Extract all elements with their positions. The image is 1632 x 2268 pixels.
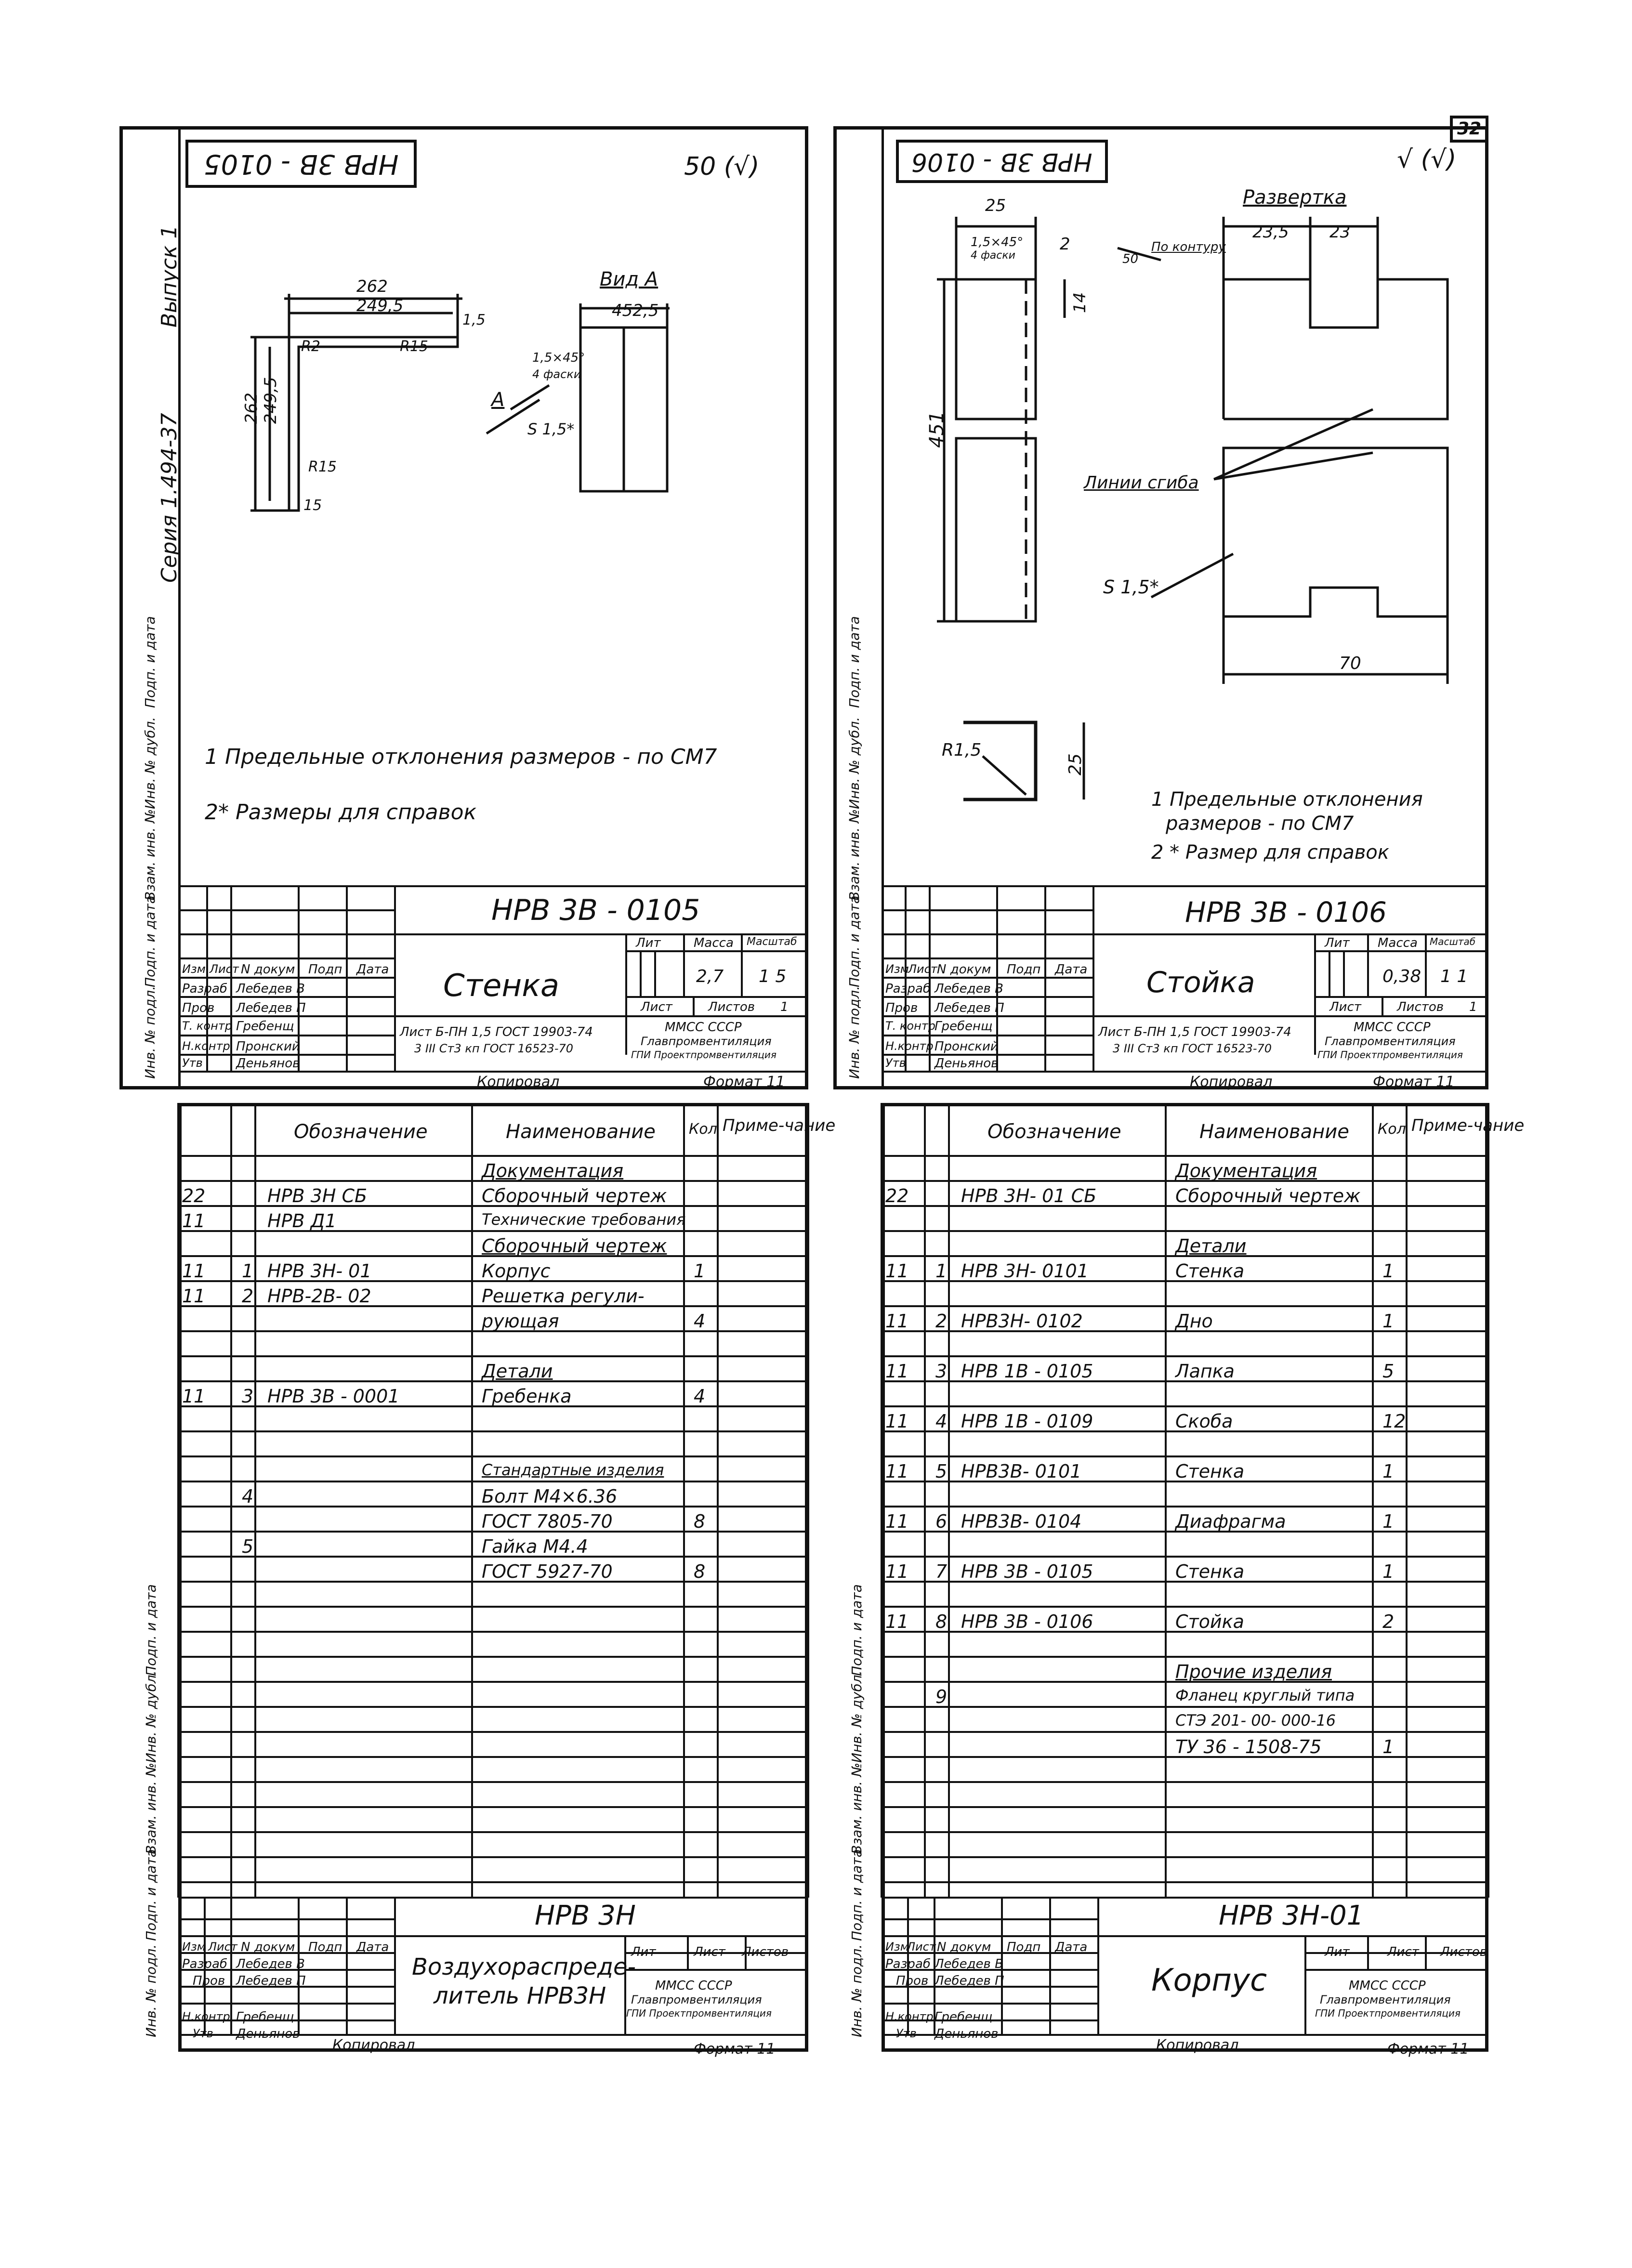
s1-format: Формат 11 xyxy=(694,2041,776,2058)
s2-razrab: Разраб xyxy=(885,1957,931,1971)
s2-h-lit: Лит xyxy=(1325,1945,1350,1959)
s1-org-2: Главпромвентиляция xyxy=(631,1993,762,2006)
spec_2-row-designation: НРВ3В- 0101 xyxy=(961,1461,1082,1482)
tb1-material-2: 3 III Ст3 кп ГОСТ 16523-70 xyxy=(414,1042,574,1055)
tb2-copied: Копировал xyxy=(1190,1074,1273,1090)
spec_2-row-qty: 1 xyxy=(1382,1561,1395,1582)
s2-utv-name: Деньянов xyxy=(934,2027,999,2041)
spec_1-row-designation: НРВ 3В - 0001 xyxy=(267,1386,400,1407)
spec_2-row-name: СТЭ 201- 00- 000-16 xyxy=(1175,1711,1336,1730)
s1-prov: Пров xyxy=(193,1974,225,1988)
dim-d15b: 1,5 xyxy=(462,312,486,328)
margin-4-e: Инв. № подл. xyxy=(849,1944,865,2037)
tb2-code: НРВ 3В - 0106 xyxy=(1185,896,1387,929)
spec_2-row-pos: 1 xyxy=(935,1260,948,1282)
drawing-1-note-1: 1 Предельные отклонения размеров - по СМ7 xyxy=(205,745,717,769)
spec_1-row-qty: 1 xyxy=(694,1260,706,1282)
tb1-format: Формат 11 xyxy=(703,1074,785,1090)
spec_2-row-format: 11 xyxy=(885,1461,909,1482)
d2-r15: R1,5 xyxy=(942,740,982,760)
spec_1-row-name: Гайка М4.4 xyxy=(482,1536,588,1557)
tb2-sheets: 1 xyxy=(1469,1000,1477,1014)
spec_2-h-name: Наименование xyxy=(1199,1121,1349,1143)
tb1-razrab-name: Лебедев В xyxy=(236,982,305,996)
spec_1-row-pos: 5 xyxy=(242,1536,254,1557)
s2-org-3: ГПИ Проектпромвентиляция xyxy=(1315,2007,1461,2019)
spec_1-h-qty: Кол xyxy=(689,1121,717,1138)
spec_2-row-name: Прочие изделия xyxy=(1175,1661,1332,1682)
spec_1-row-designation: НРВ 3Н- 01 xyxy=(267,1260,372,1282)
tb2-prov: Пров xyxy=(885,1001,918,1015)
spec_2-row-pos: 8 xyxy=(935,1611,948,1632)
s1-prov-name: Лебедев П xyxy=(236,1974,306,1988)
margin-1-c: Взам. инв. № xyxy=(142,809,158,901)
tb1-h-listov: Листов xyxy=(708,1000,755,1014)
s2-h-sign: Подп xyxy=(1007,1940,1041,1954)
margin-4-d: Подп. и дата xyxy=(849,1849,865,1941)
view-a-label: Вид А xyxy=(600,268,658,290)
series-label: Серия 1.494-37 xyxy=(157,413,182,583)
spec_1-row-name: Гребенка xyxy=(482,1386,572,1407)
d2-dim-70: 70 xyxy=(1339,654,1361,673)
tb1-h-lit: Лит xyxy=(636,936,661,950)
tb2-org-3: ГПИ Проектпромвентиляция xyxy=(1317,1049,1463,1061)
margin-2-d: Подп. и дата xyxy=(846,895,862,987)
spec_1-row-name: Документация xyxy=(482,1160,624,1181)
tb1-h-list-sheet: Лист xyxy=(641,1000,672,1014)
tb1-h-date: Дата xyxy=(356,962,389,977)
spec_2-h-qty: Кол xyxy=(1378,1121,1406,1138)
tb2-tkontr-name: Гребенщ xyxy=(934,1019,993,1034)
spec_2-row-name: Скоба xyxy=(1175,1411,1233,1432)
spec_1-row-name: ГОСТ 7805-70 xyxy=(482,1511,613,1532)
s1-razrab-name: Лебедев В xyxy=(236,1957,305,1971)
spec_2-row-format: 22 xyxy=(885,1185,909,1206)
d2-s15: S 1,5* xyxy=(1103,577,1159,598)
tb2-razrab-name: Лебедев В xyxy=(934,982,1003,996)
tb1-prov: Пров xyxy=(182,1001,215,1015)
spec_2-row-designation: НРВ3В- 0104 xyxy=(961,1511,1082,1532)
spec_2-row-name: Стенка xyxy=(1175,1260,1245,1282)
spec_1-row-name: Сборочный чертеж xyxy=(482,1185,667,1206)
tb1-org-1: ММСС СССР xyxy=(665,1020,742,1035)
spec_2-row-format: 11 xyxy=(885,1611,909,1632)
dim-s15: S 1,5* xyxy=(527,420,575,438)
tb2-nkontr-name: Пронский xyxy=(934,1039,999,1054)
spec_2-row-qty: 1 xyxy=(1382,1260,1395,1282)
tb2-mass: 0,38 xyxy=(1382,967,1421,986)
margin-3-d: Подп. и дата xyxy=(143,1849,159,1941)
spec_2-row-designation: НРВ 3В - 0106 xyxy=(961,1611,1093,1632)
spec_1-h-note: Приме-чание xyxy=(723,1116,836,1135)
tb2-nkontr: Н.контр xyxy=(885,1039,934,1053)
spec_2-row-format: 11 xyxy=(885,1511,909,1532)
d2-unfold-label: Развертка xyxy=(1243,186,1347,209)
tb1-prov-name: Лебедев П xyxy=(236,1001,306,1015)
issue-label: Выпуск 1 xyxy=(157,225,182,328)
tb1-name: Стенка xyxy=(443,968,560,1004)
margin-1-d: Подп. и дата xyxy=(142,895,158,987)
spec_1-row-qty: 4 xyxy=(694,1386,706,1407)
dim-2495-top: 249,5 xyxy=(356,296,404,315)
drawing-2-note-1: 1 Предельные отклонения xyxy=(1151,788,1423,811)
spec_1-row-name: ГОСТ 5927-70 xyxy=(482,1561,613,1582)
s1-h-listov: Листов xyxy=(742,1945,789,1959)
spec_1-row-qty: 4 xyxy=(694,1311,706,1332)
d2-dim-235: 23,5 xyxy=(1252,223,1289,242)
dim-chamfer-note: 4 фаски xyxy=(532,367,581,381)
s2-h-listov: Листов xyxy=(1440,1945,1487,1959)
spec_1-row-name: Сборочный чертеж xyxy=(482,1235,667,1257)
tb1-h-massa: Масса xyxy=(694,936,734,950)
page-number: 32 xyxy=(1457,119,1482,139)
tb1-org-3: ГПИ Проектпромвентиляция xyxy=(631,1049,777,1061)
drawing-1-code-top: НРВ 3В - 0105 xyxy=(203,148,399,180)
tb2-material-2: 3 III Ст3 кп ГОСТ 16523-70 xyxy=(1113,1042,1272,1055)
spec_2-row-name: Детали xyxy=(1175,1235,1247,1257)
tb2-h-list: Лист xyxy=(908,962,937,976)
s1-razrab: Разраб xyxy=(182,1957,227,1971)
tb2-h-date: Дата xyxy=(1055,962,1088,977)
spec_1-row-name: Решетка регули- xyxy=(482,1285,645,1307)
tb2-h-sign: Подп xyxy=(1007,962,1041,977)
s1-h-izm: Изм xyxy=(182,1940,206,1953)
margin-3-a: Подп. и дата xyxy=(143,1584,159,1676)
spec_2-row-name: Дно xyxy=(1175,1311,1213,1332)
tb1-razrab: Разраб xyxy=(182,982,227,996)
dim-chamfer: 1,5×45° xyxy=(532,351,585,365)
s1-h-lit: Лит xyxy=(631,1945,656,1959)
drawing-1-note-2: 2* Размеры для справок xyxy=(205,800,477,825)
spec_2-row-name: Стенка xyxy=(1175,1561,1245,1582)
spec_1-row-pos: 1 xyxy=(242,1260,254,1282)
spec_2-row-name: Сборочный чертеж xyxy=(1175,1185,1361,1206)
spec_2-row-qty: 12 xyxy=(1382,1411,1406,1432)
spec_1-row-name: Технические требования xyxy=(482,1210,686,1229)
spec_2-h-designation: Обозначение xyxy=(987,1121,1121,1143)
tb1-scale: 1 5 xyxy=(759,967,787,986)
spec_2-row-name: Диафрагма xyxy=(1175,1511,1286,1532)
tb1-tkontr-name: Гребенщ xyxy=(236,1019,294,1034)
s1-utv-name: Деньянов xyxy=(236,2027,300,2041)
d2-dim-25: 25 xyxy=(985,196,1006,215)
tb2-org-2: Главпромвентиляция xyxy=(1325,1035,1456,1048)
s1-h-list-sheet: Лист xyxy=(694,1945,725,1959)
spec_1-row-format: 22 xyxy=(182,1185,206,1206)
s2-utv: Утв xyxy=(896,2027,917,2040)
s1-copied: Копировал xyxy=(332,2037,415,2054)
spec_2-row-format: 11 xyxy=(885,1361,909,1382)
tb1-code: НРВ 3В - 0105 xyxy=(491,893,700,927)
margin-3-c: Взам. инв. № xyxy=(143,1762,159,1854)
tb1-copied: Копировал xyxy=(477,1074,560,1090)
spec_1-row-name: Детали xyxy=(482,1361,553,1382)
drawing-2-roughness: √ (√) xyxy=(1397,145,1457,174)
spec_2-row-designation: НРВ 3Н- 0101 xyxy=(961,1260,1089,1282)
tb1-tkontr: Т. контр xyxy=(182,1019,233,1033)
spec_2-row-name: Лапка xyxy=(1175,1361,1235,1382)
spec_2-row-designation: НРВ3Н- 0102 xyxy=(961,1311,1083,1332)
spec_2-row-designation: НРВ 3В - 0105 xyxy=(961,1561,1093,1582)
s2-prov-name: Лебедев П xyxy=(934,1974,1004,1988)
dim-262-top: 262 xyxy=(356,277,388,296)
d2-bend-lines: Линии сгиба xyxy=(1084,473,1199,493)
drawing-1-roughness: 50 (√) xyxy=(684,152,760,181)
spec_2-row-pos: 3 xyxy=(935,1361,948,1382)
s1-code: НРВ 3Н xyxy=(535,1900,636,1931)
tb2-name: Стойка xyxy=(1146,966,1255,999)
s2-nkontr: Н.контр xyxy=(885,2010,934,2023)
spec_2-row-qty: 1 xyxy=(1382,1311,1395,1332)
spec_1-row-pos: 3 xyxy=(242,1386,254,1407)
spec_2-row-pos: 2 xyxy=(935,1311,948,1332)
spec_1-row-name: Стандартные изделия xyxy=(482,1461,664,1479)
tb1-h-masshtab: Масштаб xyxy=(747,936,797,948)
margin-3-e: Инв. № подл. xyxy=(143,1944,159,2037)
s2-org-2: Главпромвентиляция xyxy=(1320,1993,1451,2006)
spec_2-row-pos: 4 xyxy=(935,1411,948,1432)
margin-1-e: Инв. № подл. xyxy=(142,985,158,1079)
spec_1-row-designation: НРВ-2В- 02 xyxy=(267,1285,371,1307)
tb2-h-massa: Масса xyxy=(1378,936,1418,950)
margin-3-b: Инв. № дубл. xyxy=(143,1670,159,1763)
margin-1-b: Инв. № дубл. xyxy=(142,717,158,809)
tb1-h-list: Лист xyxy=(210,962,239,976)
s2-h-date: Дата xyxy=(1055,1940,1088,1954)
spec_2-row-qty: 1 xyxy=(1382,1461,1395,1482)
s1-utv: Утв xyxy=(193,2027,213,2040)
spec_2-row-format: 11 xyxy=(885,1311,909,1332)
s1-org-3: ГПИ Проектпромвентиляция xyxy=(626,2007,772,2019)
tb2-h-listov: Листов xyxy=(1397,1000,1444,1014)
spec_2-row-name: ТУ 36 - 1508-75 xyxy=(1175,1736,1322,1757)
spec_2-row-format: 11 xyxy=(885,1260,909,1282)
spec_2-row-designation: НРВ 1В - 0109 xyxy=(961,1411,1093,1432)
dim-15: 15 xyxy=(303,497,322,514)
s1-name-2: литель НРВ3Н xyxy=(434,1982,606,2009)
d2-dim-23: 23 xyxy=(1329,223,1351,242)
s2-h-list-sheet: Лист xyxy=(1387,1945,1419,1959)
tb1-utv-name: Деньянов xyxy=(236,1056,300,1071)
tb2-razrab: Разраб xyxy=(885,982,931,996)
tb1-material-1: Лист Б-ПН 1,5 ГОСТ 19903-74 xyxy=(400,1025,593,1039)
tb2-tkontr: Т. контр xyxy=(885,1019,936,1033)
tb1-mass: 2,7 xyxy=(696,967,724,986)
spec_2-row-pos: 7 xyxy=(935,1561,948,1582)
spec_1-row-designation: НРВ Д1 xyxy=(267,1210,337,1232)
drawing-2-note-2: 2 * Размер для справок xyxy=(1151,841,1389,864)
d2-dim-chamfer: 1,5×45° xyxy=(971,235,1024,249)
spec_2-row-qty: 5 xyxy=(1382,1361,1395,1382)
margin-4-c: Взам. инв. № xyxy=(849,1762,865,1854)
dim-r15-a: R15 xyxy=(400,338,429,355)
margin-2-b: Инв. № дубл. xyxy=(846,717,862,809)
spec_1-h-designation: Обозначение xyxy=(294,1121,428,1143)
s1-org-1: ММСС СССР xyxy=(655,1979,732,1993)
s2-nkontr-name: Гребенщ xyxy=(934,2010,993,2024)
spec_2-row-name: Стенка xyxy=(1175,1461,1245,1482)
s2-h-izm: Изм xyxy=(885,1940,909,1953)
drawing-2-note-1b: размеров - по СМ7 xyxy=(1166,813,1354,835)
d2-dim-chamfer-note: 4 фаски xyxy=(971,249,1015,262)
tb1-nkontr-name: Пронский xyxy=(236,1039,300,1054)
spec_2-row-qty: 2 xyxy=(1382,1611,1395,1632)
dim-r15-b: R15 xyxy=(308,459,337,475)
s2-razrab-name: Лебедев В xyxy=(934,1957,1003,1971)
tb1-org-2: Главпромвентиляция xyxy=(641,1035,772,1048)
spec_2-row-format: 11 xyxy=(885,1561,909,1582)
spec_2-row-designation: НРВ 1В - 0105 xyxy=(961,1361,1093,1382)
margin-4-a: Подп. и дата xyxy=(849,1584,865,1676)
spec_1-row-name: Болт М4×6.36 xyxy=(482,1486,618,1507)
tb1-sheets: 1 xyxy=(780,1000,789,1014)
spec_1-row-qty: 8 xyxy=(694,1561,706,1582)
spec_2-row-pos: 9 xyxy=(935,1686,948,1707)
tb2-utv: Утв xyxy=(885,1056,906,1070)
tb2-h-list-sheet: Лист xyxy=(1329,1000,1361,1014)
margin-2-e: Инв. № подл. xyxy=(846,985,862,1079)
dim-r2: R2 xyxy=(301,338,320,355)
spec_2-row-pos: 6 xyxy=(935,1511,948,1532)
s1-name-1: Воздухораспреде- xyxy=(412,1953,636,1980)
spec_1-row-designation: НРВ 3Н СБ xyxy=(267,1185,368,1206)
margin-4-b: Инв. № дубл. xyxy=(849,1670,865,1763)
drawing-2-code-top: НРВ 3В - 0106 xyxy=(911,147,1092,176)
d2-dim-451: 451 xyxy=(926,411,948,448)
tb2-material-1: Лист Б-ПН 1,5 ГОСТ 19903-74 xyxy=(1098,1025,1291,1039)
margin-2-a: Подп. и дата xyxy=(846,616,862,708)
spec_1-row-format: 11 xyxy=(182,1210,206,1232)
s2-h-doc: N докум xyxy=(937,1940,991,1954)
tb2-prov-name: Лебедев П xyxy=(934,1001,1004,1015)
s2-h-list: Лист xyxy=(907,1940,936,1953)
s1-h-date: Дата xyxy=(356,1940,389,1954)
tb1-nkontr: Н.контр xyxy=(182,1039,230,1053)
tb2-format: Формат 11 xyxy=(1373,1074,1455,1090)
s1-nkontr-name: Гребенщ xyxy=(236,2010,294,2024)
spec_2-row-name: Документация xyxy=(1175,1160,1317,1181)
tb2-org-1: ММСС СССР xyxy=(1354,1020,1431,1035)
spec_2-row-format: 11 xyxy=(885,1411,909,1432)
dim-2495-side: 249,5 xyxy=(261,377,280,424)
s2-org-1: ММСС СССР xyxy=(1349,1979,1426,1993)
spec_2-row-name: Стойка xyxy=(1175,1611,1244,1632)
s2-code: НРВ 3Н-01 xyxy=(1219,1900,1364,1931)
tb2-h-izm: Изм xyxy=(885,962,909,976)
spec_1-h-name: Наименование xyxy=(506,1121,656,1143)
spec_2-row-qty: 1 xyxy=(1382,1511,1395,1532)
spec_1-row-name: Корпус xyxy=(482,1260,551,1282)
tb2-h-masshtab: Масштаб xyxy=(1430,936,1476,947)
s2-copied: Копировал xyxy=(1156,2037,1239,2054)
spec_1-row-format: 11 xyxy=(182,1260,206,1282)
s2-format: Формат 11 xyxy=(1387,2041,1469,2058)
s1-nkontr: Н.контр xyxy=(182,2010,230,2023)
tb1-h-sign: Подп xyxy=(308,962,342,977)
s1-h-doc: N докум xyxy=(241,1940,295,1954)
tb2-utv-name: Деньянов xyxy=(934,1056,999,1071)
spec_2-row-qty: 1 xyxy=(1382,1736,1395,1757)
spec_2-row-name: Фланец круглый типа xyxy=(1175,1686,1355,1704)
tb2-scale: 1 1 xyxy=(1440,967,1468,986)
dim-262-side: 262 xyxy=(242,393,261,424)
d2-dim-2: 2 xyxy=(1060,235,1070,254)
tb1-utv: Утв xyxy=(182,1056,203,1070)
spec_1-row-qty: 8 xyxy=(694,1511,706,1532)
d2-contour-val: 50 xyxy=(1122,252,1139,266)
margin-1-a: Подп. и дата xyxy=(142,616,158,708)
s1-h-list: Лист xyxy=(208,1940,237,1953)
spec_1-row-pos: 2 xyxy=(242,1285,254,1307)
s1-h-sign: Подп xyxy=(308,1940,342,1954)
spec_1-row-format: 11 xyxy=(182,1386,206,1407)
view-a-mark: А xyxy=(491,389,505,411)
tb2-h-doc: N докум xyxy=(937,962,991,977)
spec_1-row-format: 11 xyxy=(182,1285,206,1307)
d2-contour: По контуру xyxy=(1151,240,1226,254)
dim-4525: 452,5 xyxy=(612,301,659,320)
spec_2-row-designation: НРВ 3Н- 01 СБ xyxy=(961,1185,1097,1206)
tb2-h-lit: Лит xyxy=(1325,936,1350,950)
s2-name-1: Корпус xyxy=(1151,1963,1267,1998)
s2-prov: Пров xyxy=(896,1974,929,1988)
spec_2-h-note: Приме-чание xyxy=(1411,1116,1525,1135)
d2-dim-14: 14 xyxy=(1070,292,1090,313)
spec_1-row-pos: 4 xyxy=(242,1486,254,1507)
margin-2-c: Взам. инв. № xyxy=(846,809,862,901)
d2-dim-25b: 25 xyxy=(1066,753,1085,775)
tb1-h-izm: Изм xyxy=(182,962,206,976)
tb1-h-doc: N докум xyxy=(241,962,295,977)
spec_1-row-name: рующая xyxy=(482,1311,559,1332)
spec_2-row-pos: 5 xyxy=(935,1461,948,1482)
